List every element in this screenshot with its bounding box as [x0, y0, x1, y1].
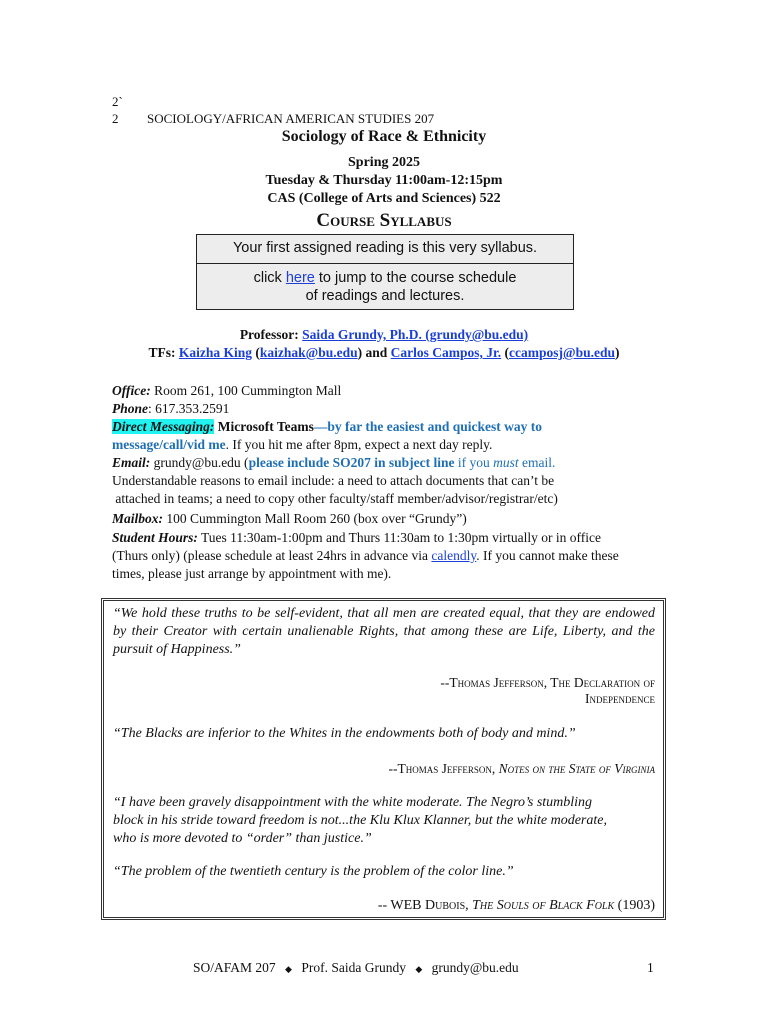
professor-label: Professor: [239, 327, 303, 342]
hours-line-2a: (Thurs only) (please schedule at least 24hrs in advance via [112, 548, 432, 563]
quote-king-3: who is more devoted to “order” than justice.” [113, 831, 372, 846]
syllabus-heading: Course Syllabus [316, 210, 452, 231]
margin-mark-b: 2 [112, 111, 119, 126]
email-reasons-1: Understandable reasons to email include: a need to attach documents that can’t be [112, 473, 555, 488]
hours-line [112, 529, 601, 547]
schedule-jump-link[interactable]: here [285, 270, 315, 286]
hours-line-2 [112, 547, 619, 565]
quote-king-1: “I have been gravely disappointment with the white moderate. The Negro’s stumbling [113, 795, 593, 810]
tfs-label: TFs: [148, 345, 179, 360]
course-title: Sociology of Race & Ethnicity [281, 128, 487, 145]
quote-dubois: “The problem of the twentieth century is the problem of the color line.” [113, 864, 514, 879]
email-label: Email: [112, 455, 151, 470]
tf2-paren-open: ( [501, 345, 510, 360]
office-line [112, 382, 341, 400]
calendly-link[interactable]: calendly [431, 548, 477, 563]
first-reading-notice [196, 234, 574, 264]
tf1-name-link[interactable]: Kaizha King [178, 345, 253, 360]
tf1-paren-close: ) and [357, 345, 391, 360]
email-reasons-2: attached in teams; a need to copy other faculty/staff member/advisor/registrar/etc) [112, 491, 558, 506]
attribution-dubois-year: (1903) [614, 898, 655, 913]
dm-line-2 [112, 436, 492, 454]
attribution-declaration-1: --Thomas Jefferson, The Declaration of [440, 675, 655, 690]
tfs-line [0, 345, 768, 361]
page-footer [193, 960, 519, 976]
page-number: 1 [647, 960, 654, 975]
tf2-paren-close: ) [614, 345, 620, 360]
email-must: must [493, 455, 519, 470]
click-prefix: click [253, 270, 286, 286]
office-value: Room 261, 100 Cummington Mall [150, 383, 342, 398]
schedule: Tuesday & Thursday 11:00am-12:15pm [265, 173, 503, 188]
tf2-email-link[interactable]: ccamposj@bu.edu [509, 345, 615, 360]
office-label: Office: [112, 383, 151, 398]
footer-course: SO/AFAM 207 [193, 960, 276, 975]
dm-platform: Microsoft Teams [214, 419, 314, 434]
attribution-dubois [113, 898, 655, 914]
footer-diamond-icon: ◆ [285, 964, 292, 974]
footer-diamond-icon-2: ◆ [415, 964, 423, 974]
tf1-paren-open: ( [252, 345, 260, 360]
quote-king-2: block in his stride toward freedom is not...the Klu Klux Klanner, but the white moderate, [113, 813, 607, 828]
tf2-name-link[interactable]: Carlos Campos, Jr. [390, 345, 502, 360]
first-reading-text: Your first assigned reading is this very syllabus. [232, 240, 538, 256]
dm-line [112, 418, 542, 436]
attribution-virginia [113, 761, 655, 777]
dm-highlight: by far the easiest and quickest way to [327, 419, 543, 434]
attribution-declaration-2: Independence [585, 691, 655, 706]
quote-notes-virginia: “The Blacks are inferior to the Whites in the endowments both of body and mind.” [113, 726, 576, 741]
mailbox-label: Mailbox: [112, 511, 164, 526]
dm-note: . If you hit me after 8pm, expect a next day reply. [225, 437, 493, 452]
hours-line-2b: . If you cannot make these [476, 548, 619, 563]
professor-email-link[interactable]: Saida Grundy, Ph.D. (grundy@bu.edu) [302, 327, 529, 342]
hours-label: Student Hours: [112, 530, 198, 545]
mailbox-value: 100 Cummington Mall Room 260 (box over “Grundy”) [163, 511, 467, 526]
email-line [112, 454, 555, 472]
email-if: if you [454, 455, 494, 470]
phone-value: : 617.353.2591 [148, 401, 230, 416]
footer-email: grundy@bu.edu [431, 960, 519, 975]
attribution-dubois-title: The Souls of Black Folk [472, 898, 615, 913]
location: CAS (College of Arts and Sciences) 522 [267, 191, 501, 206]
tf1-email-link[interactable]: kaizhak@bu.edu [259, 345, 358, 360]
course-code: SOCIOLOGY/AFRICAN AMERICAN STUDIES 207 [147, 111, 435, 126]
footer-professor: Prof. Saida Grundy [301, 960, 406, 975]
quote-declaration: “We hold these truths to be self-evident, that all men are created equal, that they are endowed by their Creator with certain unalienable Rights, that among these are Life, Liberty, and the pursuit of Happiness.” [113, 606, 655, 657]
margin-mark-a: 2` [112, 94, 123, 109]
attribution-virginia-title: Notes on the State of Virginia [498, 761, 655, 776]
attribution-virginia-author: --Thomas Jefferson, [388, 761, 499, 776]
schedule-jump-notice [196, 263, 574, 310]
email-value: grundy@bu.edu ( [150, 455, 249, 470]
hours-value: Tues 11:30am-1:00pm and Thurs 11:30am to 1:30pm virtually or in office [197, 530, 602, 545]
term: Spring 2025 [348, 155, 420, 170]
dm-label: Direct Messaging: [112, 419, 215, 434]
dm-dash: — [313, 419, 328, 434]
email-subject-note: please include SO207 in subject line [248, 455, 455, 470]
hours-line-3: times, please just arrange by appointment with me). [112, 566, 392, 581]
click-suffix: to jump to the course schedule [314, 270, 517, 286]
phone-label: Phone [112, 401, 149, 416]
dm-highlight-2: message/call/vid me [112, 437, 226, 452]
click-line-2: of readings and lectures. [305, 288, 465, 304]
attribution-dubois-author: -- WEB Dubois, [377, 898, 473, 913]
professor-line [0, 327, 768, 343]
phone-line [112, 400, 229, 418]
mailbox-line [112, 510, 467, 528]
email-end: email. [518, 455, 556, 470]
